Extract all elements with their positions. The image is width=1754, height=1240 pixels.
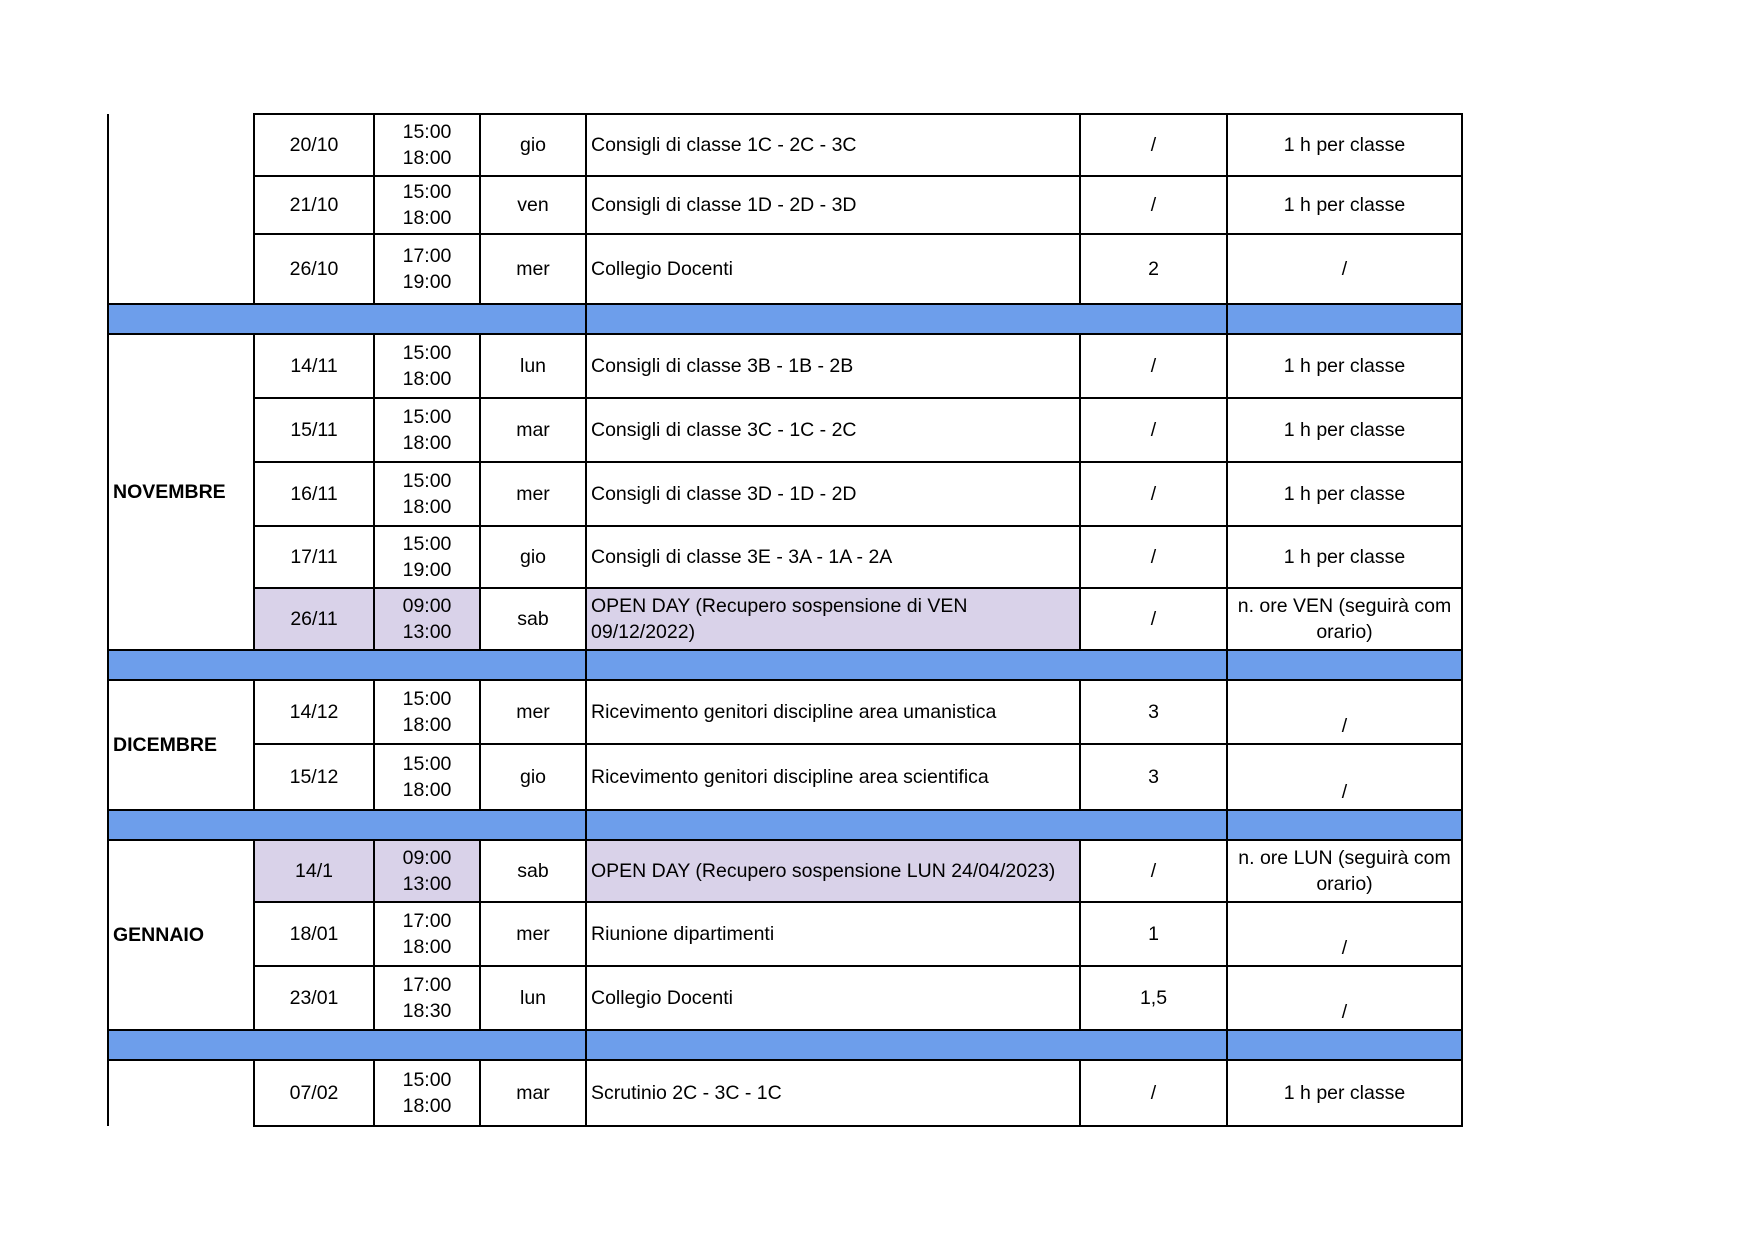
time-start: 09:00 [402, 595, 452, 617]
separator-cell [108, 304, 586, 334]
hours-cell: / [1080, 334, 1227, 398]
date-cell: 16/11 [254, 462, 374, 526]
date-cell: 07/02 [254, 1060, 374, 1126]
separator-cell [1227, 650, 1462, 680]
date-cell: 17/11 [254, 526, 374, 588]
hours-cell: 1 [1080, 902, 1227, 966]
schedule-table [107, 113, 1463, 1127]
time-cell [374, 526, 480, 588]
date-cell: 18/01 [254, 902, 374, 966]
date-cell: 14/1 [254, 840, 374, 902]
activity-cell: Consigli di classe 3B - 1B - 2B [586, 334, 1080, 398]
table-row [108, 966, 1462, 1030]
day-cell: sab [480, 840, 586, 902]
time-cell [374, 234, 480, 304]
activity-cell: Consigli di classe 3C - 1C - 2C [586, 398, 1080, 462]
separator-cell [108, 650, 586, 680]
time-end: 18:00 [402, 147, 452, 169]
day-cell: lun [480, 334, 586, 398]
time-end: 18:00 [402, 1095, 452, 1117]
day-cell: sab [480, 588, 586, 650]
table-row [108, 114, 1462, 176]
day-cell: gio [480, 114, 586, 176]
time-end: 18:00 [402, 368, 452, 390]
day-cell: mar [480, 398, 586, 462]
time-start: 15:00 [402, 753, 452, 775]
notes-cell: 1 h per classe [1227, 114, 1462, 176]
notes-cell: 1 h per classe [1227, 526, 1462, 588]
date-cell: 26/11 [254, 588, 374, 650]
table-row [108, 840, 1462, 902]
date-cell: 15/11 [254, 398, 374, 462]
day-cell: mar [480, 1060, 586, 1126]
table-row [108, 398, 1462, 462]
date-cell: 23/01 [254, 966, 374, 1030]
table-row [108, 744, 1462, 810]
separator-cell [1227, 810, 1462, 840]
time-start: 15:00 [402, 470, 452, 492]
separator-cell [586, 304, 1227, 334]
time-cell [374, 588, 480, 650]
activity-cell: Consigli di classe 3E - 3A - 1A - 2A [586, 526, 1080, 588]
activity-cell: Collegio Docenti [586, 234, 1080, 304]
month-separator [108, 810, 1462, 840]
separator-cell [1227, 1030, 1462, 1060]
time-end: 13:00 [402, 873, 452, 895]
separator-cell [586, 810, 1227, 840]
activity-cell: Riunione dipartimenti [586, 902, 1080, 966]
time-cell [374, 114, 480, 176]
day-cell: lun [480, 966, 586, 1030]
time-start: 15:00 [402, 1069, 452, 1091]
day-cell: mer [480, 234, 586, 304]
hours-cell: / [1080, 526, 1227, 588]
activity-cell: Ricevimento genitori discipline area scientifica [586, 744, 1080, 810]
month-separator [108, 650, 1462, 680]
month-label [108, 1060, 254, 1126]
time-cell [374, 966, 480, 1030]
hours-cell: 3 [1080, 744, 1227, 810]
time-start: 09:00 [402, 847, 452, 869]
separator-cell [108, 1030, 586, 1060]
hours-cell: / [1080, 462, 1227, 526]
table-row [108, 588, 1462, 650]
table-row [108, 176, 1462, 234]
month-label: NOVEMBRE [108, 334, 254, 650]
time-start: 15:00 [402, 688, 452, 710]
time-end: 19:00 [402, 271, 452, 293]
month-separator [108, 304, 1462, 334]
separator-cell [108, 810, 586, 840]
day-cell: mer [480, 462, 586, 526]
time-cell [374, 462, 480, 526]
notes-cell: / [1227, 966, 1462, 1030]
hours-cell: / [1080, 398, 1227, 462]
date-cell: 21/10 [254, 176, 374, 234]
time-end: 18:30 [402, 1000, 452, 1022]
time-cell [374, 902, 480, 966]
table-row [108, 526, 1462, 588]
separator-cell [586, 650, 1227, 680]
month-label [108, 114, 254, 304]
hours-cell: / [1080, 114, 1227, 176]
month-separator [108, 1030, 1462, 1060]
hours-cell: 2 [1080, 234, 1227, 304]
hours-cell: / [1080, 840, 1227, 902]
time-start: 15:00 [402, 121, 452, 143]
time-start: 15:00 [402, 181, 452, 203]
notes-cell: 1 h per classe [1227, 398, 1462, 462]
day-cell: gio [480, 744, 586, 810]
time-cell [374, 840, 480, 902]
time-end: 18:00 [402, 936, 452, 958]
time-start: 17:00 [402, 245, 452, 267]
hours-cell: / [1080, 176, 1227, 234]
time-end: 13:00 [402, 621, 452, 643]
time-start: 15:00 [402, 406, 452, 428]
activity-cell: OPEN DAY (Recupero sospensione LUN 24/04/2023) [586, 840, 1080, 902]
date-cell: 14/11 [254, 334, 374, 398]
date-cell: 14/12 [254, 680, 374, 744]
time-end: 18:00 [402, 207, 452, 229]
time-end: 19:00 [402, 559, 452, 581]
hours-cell: 3 [1080, 680, 1227, 744]
activity-cell: Scrutinio 2C - 3C - 1C [586, 1060, 1080, 1126]
time-cell [374, 744, 480, 810]
activity-cell: Collegio Docenti [586, 966, 1080, 1030]
table-row [108, 902, 1462, 966]
notes-cell: n. ore LUN (seguirà com orario) [1227, 840, 1462, 902]
time-cell [374, 398, 480, 462]
hours-cell: 1,5 [1080, 966, 1227, 1030]
time-end: 18:00 [402, 779, 452, 801]
notes-cell: / [1227, 680, 1462, 744]
date-cell: 20/10 [254, 114, 374, 176]
time-end: 18:00 [402, 496, 452, 518]
day-cell: mer [480, 680, 586, 744]
time-start: 17:00 [402, 974, 452, 996]
time-start: 15:00 [402, 342, 452, 364]
time-end: 18:00 [402, 432, 452, 454]
hours-cell: / [1080, 1060, 1227, 1126]
time-end: 18:00 [402, 714, 452, 736]
activity-cell: OPEN DAY (Recupero sospensione di VEN 09/12/2022) [586, 588, 1080, 650]
time-cell [374, 680, 480, 744]
notes-cell: 1 h per classe [1227, 334, 1462, 398]
notes-cell: / [1227, 234, 1462, 304]
hours-cell: / [1080, 588, 1227, 650]
notes-cell: n. ore VEN (seguirà com orario) [1227, 588, 1462, 650]
activity-cell: Consigli di classe 1C - 2C - 3C [586, 114, 1080, 176]
notes-cell: 1 h per classe [1227, 176, 1462, 234]
activity-cell: Ricevimento genitori discipline area umanistica [586, 680, 1080, 744]
time-start: 15:00 [402, 533, 452, 555]
month-label: DICEMBRE [108, 680, 254, 810]
time-start: 17:00 [402, 910, 452, 932]
table-row [108, 680, 1462, 744]
separator-cell [1227, 304, 1462, 334]
time-cell [374, 334, 480, 398]
time-cell [374, 176, 480, 234]
time-cell [374, 1060, 480, 1126]
notes-cell: / [1227, 744, 1462, 810]
notes-cell: 1 h per classe [1227, 462, 1462, 526]
table-row [108, 1060, 1462, 1126]
date-cell: 26/10 [254, 234, 374, 304]
table-row [108, 334, 1462, 398]
day-cell: ven [480, 176, 586, 234]
notes-cell: 1 h per classe [1227, 1060, 1462, 1126]
activity-cell: Consigli di classe 3D - 1D - 2D [586, 462, 1080, 526]
table-row [108, 462, 1462, 526]
month-label: GENNAIO [108, 840, 254, 1030]
date-cell: 15/12 [254, 744, 374, 810]
schedule-body [108, 114, 1462, 1126]
day-cell: gio [480, 526, 586, 588]
day-cell: mer [480, 902, 586, 966]
activity-cell: Consigli di classe 1D - 2D - 3D [586, 176, 1080, 234]
notes-cell: / [1227, 902, 1462, 966]
table-row [108, 234, 1462, 304]
separator-cell [586, 1030, 1227, 1060]
